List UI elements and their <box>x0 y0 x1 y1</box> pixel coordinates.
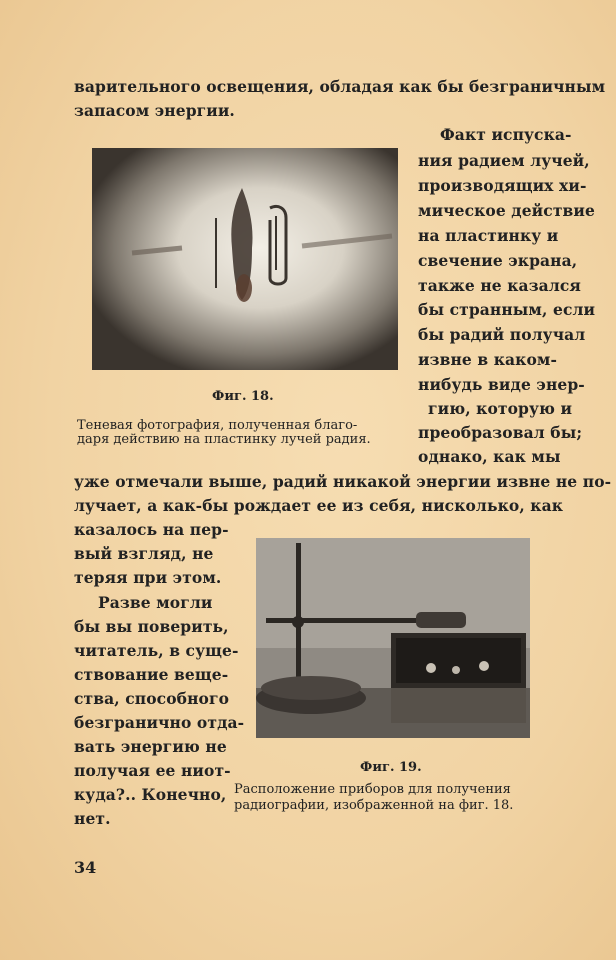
figure-19-photo <box>256 538 530 738</box>
text-line: лучает, а как-бы рождает ее из себя, нисколько, как <box>74 496 564 515</box>
text-line: запасом энергии. <box>74 101 235 120</box>
text-line: читатель, в суще- <box>74 641 239 660</box>
text-line: ства, способного <box>74 689 230 708</box>
figure-19-title: Фиг. 19. <box>360 760 422 775</box>
text-line: преобразовал бы; <box>418 423 583 442</box>
figure-18-photo <box>92 148 398 370</box>
text-line: производящих хи- <box>418 176 587 195</box>
text-line: вый взгляд, не <box>74 544 214 563</box>
text-line: варительного освещения, обладая как бы безграничным <box>74 77 606 96</box>
page-number: 34 <box>74 858 97 877</box>
text-line: нет. <box>74 809 111 828</box>
text-line: Разве могли <box>98 593 213 612</box>
text-line: также не казался <box>418 276 581 295</box>
text-line: ния радием лучей, <box>418 151 590 170</box>
text-line: ствование веще- <box>74 665 229 684</box>
figure-18-caption: даря действию на пластинку лучей радия. <box>77 432 371 447</box>
text-line: уже отмечали выше, радий никакой энергии извне не по- <box>74 472 612 491</box>
text-line: однако, как мы <box>418 447 561 466</box>
text-line: бы странным, если <box>418 300 596 319</box>
text-line: казалось на пер- <box>74 520 229 539</box>
text-line: бы вы поверить, <box>74 617 229 636</box>
text-line: безгранично отда- <box>74 713 245 732</box>
text-line: гию, которую и <box>428 399 573 418</box>
text-line: нибудь виде энер- <box>418 375 585 394</box>
text-line: вать энергию не <box>74 737 227 756</box>
text-line: извне в каком- <box>418 350 557 369</box>
figure-19-caption: радиографии, изображенной на фиг. 18. <box>234 798 514 813</box>
figure-18-caption: Теневая фотография, полученная благо- <box>77 418 358 433</box>
figure-19-caption: Расположение приборов для получения <box>234 782 511 797</box>
text-line: бы радий получал <box>418 325 586 344</box>
text-line: теряя при этом. <box>74 568 222 587</box>
text-line: куда?.. Конечно, <box>74 785 227 804</box>
figure-18-title: Фиг. 18. <box>212 389 274 404</box>
text-line: получая ее ниот- <box>74 761 231 780</box>
text-line: Факт испуска- <box>440 125 572 144</box>
text-line: мическое действие <box>418 201 595 220</box>
text-line: свечение экрана, <box>418 251 578 270</box>
text-line: на пластинку и <box>418 226 559 245</box>
